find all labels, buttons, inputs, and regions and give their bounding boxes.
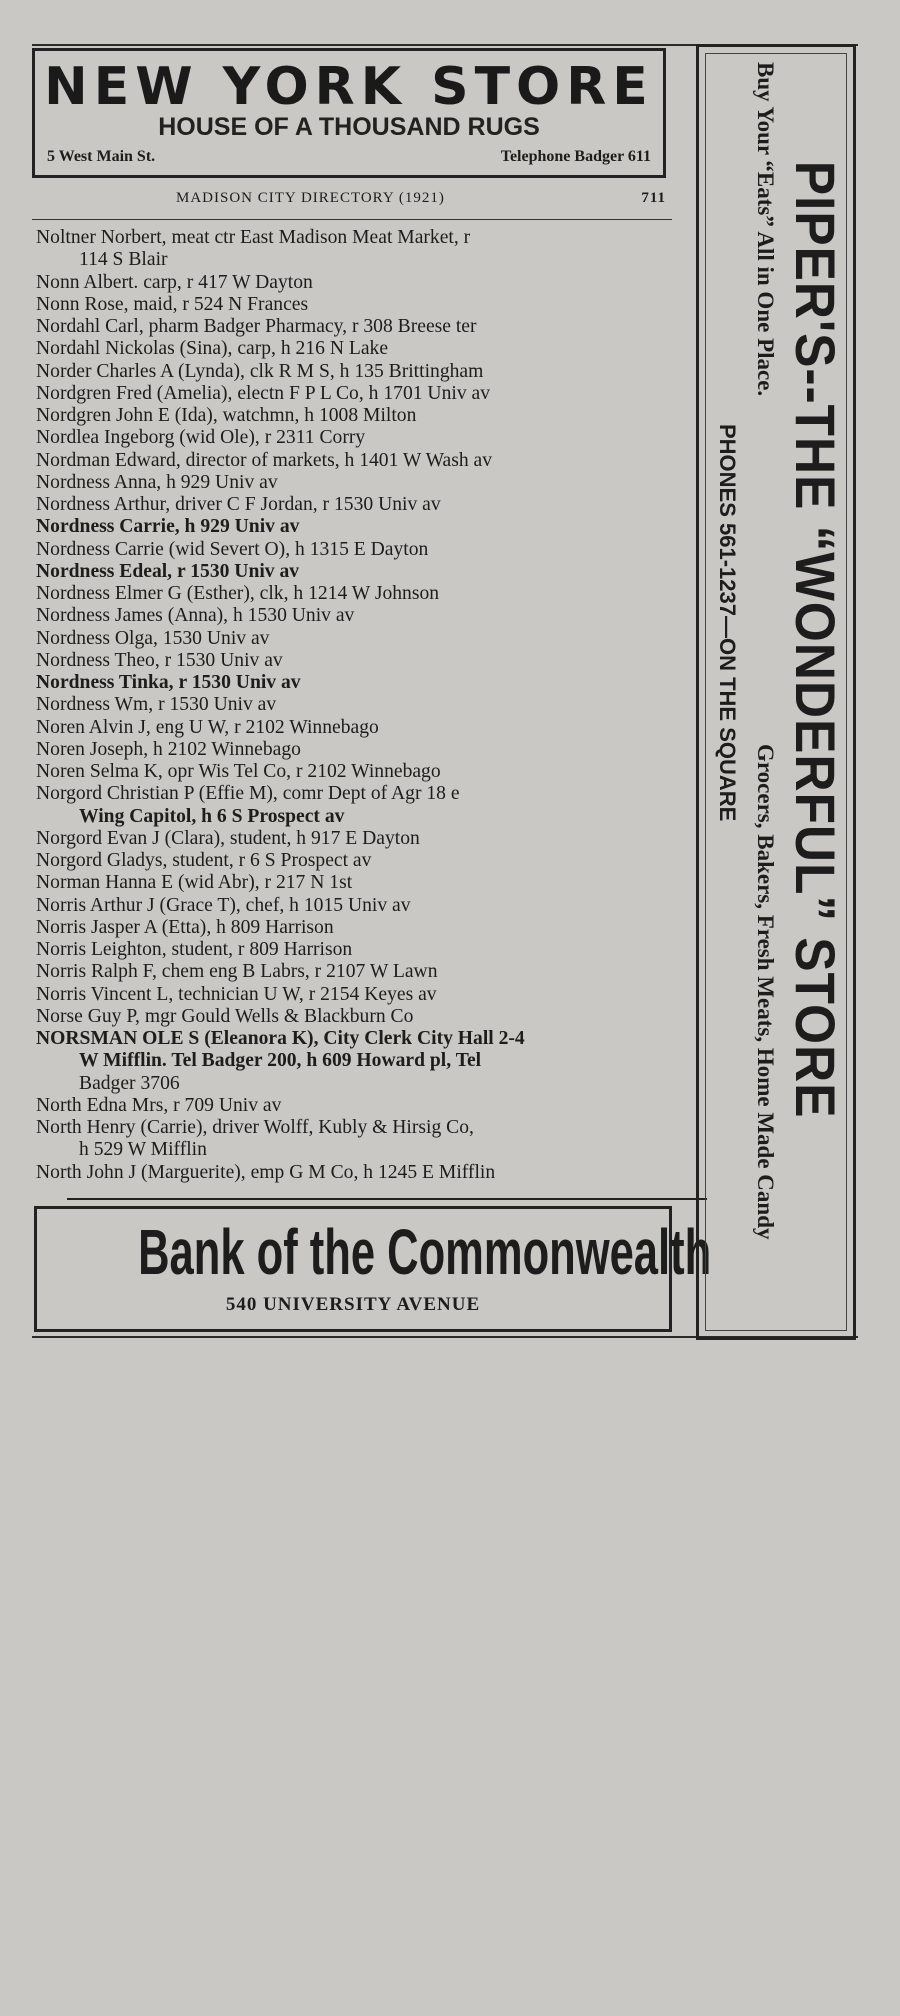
directory-entry: Nordness Olga, 1530 Univ av [36,627,270,649]
directory-entry: Noren Joseph, h 2102 Winnebago [36,738,301,760]
directory-entry: Nordahl Carl, pharm Badger Pharmacy, r 308 Breese ter [36,316,477,337]
directory-entry-bold: NORSMAN OLE S (Eleanora K), City Clerk City Hall 2-4 [36,1028,525,1049]
header-rule [32,219,672,220]
directory-entry: North Henry (Carrie), driver Wolff, Kubly & Hirsig Co, [36,1117,474,1138]
directory-entry: Norris Vincent L, technician U W, r 2154 Keyes av [36,983,437,1005]
directory-entry: Norgord Christian P (Effie M), comr Dept of Agr 18 e [36,783,460,805]
bank-address: 540 UNIVERSITY AVENUE [225,1294,481,1315]
directory-entry-continuation: Badger 3706 [79,1072,180,1094]
pipers-store-advertisement [696,44,856,1340]
directory-entry-continuation: W Mifflin. Tel Badger 200, h 609 Howard pl, Tel [79,1050,482,1072]
directory-entry: Nordgren John E (Ida), watchmn, h 1008 Milton [36,405,417,426]
directory-entry-bold: Nordness Edeal, r 1530 Univ av [36,560,300,582]
directory-entry: Nordness Arthur, driver C F Jordan, r 1530 Univ av [36,494,441,515]
directory-entry: Norgord Evan J (Clara), student, h 917 E Dayton [36,827,420,849]
pipers-goods-list: Grocers, Bakers, Fresh Meats, Home Made Candy [753,744,778,1240]
directory-entry: Norris Jasper A (Etta), h 809 Harrison [36,916,334,938]
directory-entry-continuation: h 529 W Mifflin [79,1139,207,1161]
store-name: NEW YORK STORE [44,57,654,117]
directory-entry: Norman Hanna E (wid Abr), r 217 N 1st [36,872,353,894]
directory-entry: Norris Ralph F, chem eng B Labrs, r 2107 W Lawn [36,961,438,983]
directory-entry-bold: Nordness Carrie, h 929 Univ av [36,516,300,538]
directory-entry: Nordlea Ingeborg (wid Ole), r 2311 Corry [36,427,366,449]
directory-entry: Nordgren Fred (Amelia), electn F P L Co, h 1701 Univ av [36,382,491,404]
bank-ad-top-rule [67,1198,707,1200]
directory-entry: Norris Leighton, student, r 809 Harrison [36,939,353,960]
pipers-eats-slogan: Buy Your “Eats” All in One Place. [753,62,778,397]
directory-entry: Nordness James (Anna), h 1530 Univ av [36,605,355,627]
directory-entry: Nordness Theo, r 1530 Univ av [36,649,283,671]
directory-entry: Noren Alvin J, eng U W, r 2102 Winnebago [36,716,379,738]
directory-entry: Noren Selma K, opr Wis Tel Co, r 2102 Winnebago [36,761,441,782]
directory-entry: Norris Arthur J (Grace T), chef, h 1015 Univ av [36,894,411,916]
directory-entry: North Edna Mrs, r 709 Univ av [36,1094,282,1116]
directory-entry-continuation: 114 S Blair [79,249,168,271]
bank-name: Bank of the Commonwealth [138,1216,712,1288]
store-address: 5 West Main St. [47,148,156,165]
pipers-phones: PHONES 561-1237—ON THE SQUARE [715,424,740,822]
directory-entry: Nordness Wm, r 1530 Univ av [36,694,277,716]
directory-entry: Nonn Rose, maid, r 524 N Frances [36,293,309,315]
store-phone: Telephone Badger 611 [500,148,651,165]
directory-entry: Nordness Anna, h 929 Univ av [36,471,278,493]
directory-entry-continuation: Wing Capitol, h 6 S Prospect av [79,805,345,827]
directory-entry: Nordman Edward, director of markets, h 1401 W Wash av [36,449,493,471]
directory-entry: Nordahl Nickolas (Sina), carp, h 216 N Lake [36,338,389,360]
directory-title: MADISON CITY DIRECTORY (1921) [176,190,445,206]
store-tagline: HOUSE OF A THOUSAND RUGS [158,113,540,141]
page-number: 711 [641,190,666,206]
running-header [176,190,666,212]
pipers-store-name: PIPER'S--THE “WONDERFUL” STORE [784,160,847,1118]
directory-entry: Noltner Norbert, meat ctr East Madison Meat Market, r [36,227,471,248]
directory-entry: Norgord Gladys, student, r 6 S Prospect av [36,850,372,871]
directory-listing [36,227,676,1184]
directory-entry: Norse Guy P, mgr Gould Wells & Blackburn Co [36,1005,414,1027]
bank-advertisement [34,1206,712,1332]
directory-entry: Nordness Elmer G (Esther), clk, h 1214 W Johnson [36,583,440,604]
directory-entry: Nordness Carrie (wid Severt O), h 1315 E Dayton [36,538,429,560]
directory-entry-bold: Nordness Tinka, r 1530 Univ av [36,672,301,693]
directory-entry: Nonn Albert. carp, r 417 W Dayton [36,271,313,293]
new-york-store-advertisement [32,48,666,178]
directory-entry: North John J (Marguerite), emp G M Co, h 1245 E Mifflin [36,1161,496,1183]
directory-entry: Norder Charles A (Lynda), clk R M S, h 135 Brittingham [36,360,484,382]
